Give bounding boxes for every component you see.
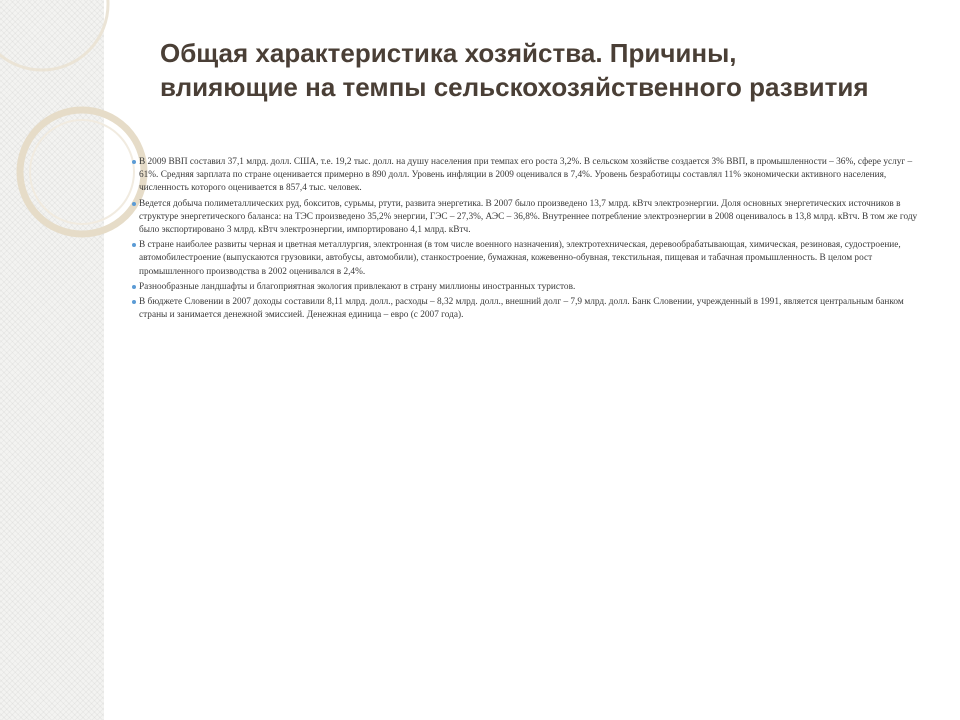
decorative-side-band <box>0 0 104 720</box>
bullet-item-energy <box>133 198 933 238</box>
bullet-dot-icon <box>132 300 136 304</box>
band-divider <box>104 0 106 720</box>
bullet-dot-icon <box>132 285 136 289</box>
bullet-dot-icon <box>132 160 136 164</box>
bullet-list <box>133 156 933 324</box>
bullet-text: В стране наиболее развиты черная и цветная металлургия, электронная (в том числе военного назначения), электротехническая, деревообрабатывающая, химическая, резиновая, судостроение, автомобилестроение (выпускаются грузовики, автобусы, автомобили), станкостроение, бумажная, кожевенно-обувная, текстильная, пищевая и табачная промышленность. В целом рост промышленного производства в 2002 оценивался в 2,4%. <box>139 240 901 277</box>
bullet-item-budget <box>133 296 933 322</box>
bullet-text: Ведется добыча полиметаллических руд, бокситов, сурьмы, ртути, развита энергетика. В 2007 было произведено 13,7 млрд. кВтч электроэнергии. Доля основных энергетических источников в структуре энергетического баланса: на ТЭС произведено 35,2% энергии, ГЭС – 27,3%, АЭС – 36,8%. Внутреннее потребление электроэнергии в 2008 оценивалось в 13,8 млрд. кВтч. В том же году было экспортировано 3 млрд. кВтч электроэнергии, импортировано 4,1 млрд. кВтч. <box>139 198 918 236</box>
bullet-text: В 2009 ВВП составил 37,1 млрд. долл. США, т.е. 19,2 тыс. долл. на душу населения при темпах его роста 3,2%. В сельском хозяйстве создается 3% ВВП, в промышленности – 36%, сфере услуг – 61%. Средняя зарплата по стране оценивается примерно в 890 долл. Уровень инфляции в 2009 оценивался в 7,4%. Уровень безработицы составлял 11% экономически активного населения, численность которого оценивается в 857,4 тыс. человек. <box>139 157 913 194</box>
bullet-dot-icon <box>132 202 136 206</box>
bullet-dot-icon <box>132 243 136 247</box>
bullet-item-tourism <box>133 281 933 294</box>
bullet-item-industry <box>133 239 933 279</box>
bullet-text: Разнообразные ландшафты и благоприятная экология привлекают в страну миллионы иностранных туристов. <box>139 281 576 292</box>
slide-title: Общая характеристика хозяйства. Причины, влияющие на темпы сельскохозяйственного развития <box>160 38 869 102</box>
bullet-item-gdp <box>133 156 933 196</box>
bullet-text: В бюджете Словении в 2007 доходы составили 8,11 млрд. долл., расходы – 8,32 млрд. долл., внешний долг – 7,9 млрд. долл. Банк Словении, учрежденный в 1991, является центральным банком страны и занимается денежной эмиссией. Денежная единица – евро (с 2007 года). <box>139 297 904 321</box>
